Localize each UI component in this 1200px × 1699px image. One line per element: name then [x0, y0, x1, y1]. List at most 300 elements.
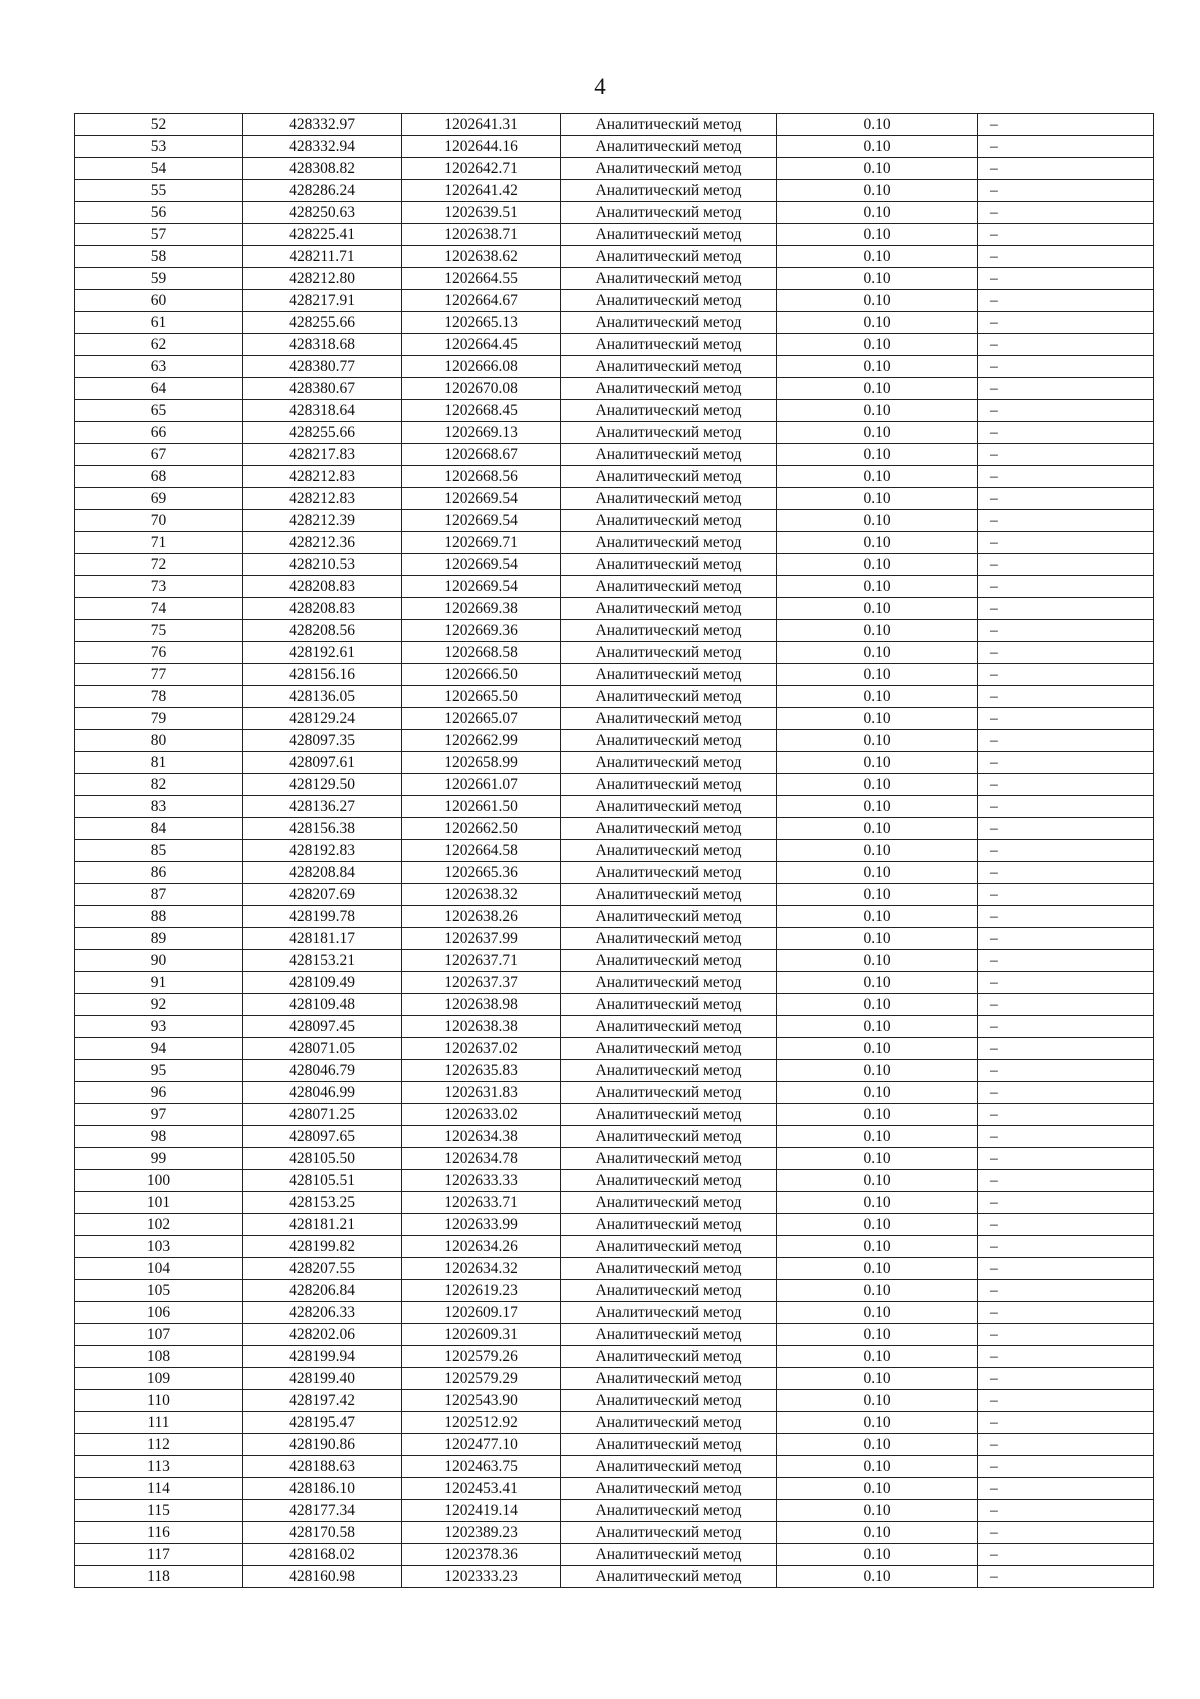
- table-row: [75, 840, 1154, 862]
- table-row: [75, 510, 1154, 532]
- point-number-cell: 82: [75, 774, 243, 796]
- y-coordinate-cell: 1202419.14: [402, 1500, 561, 1522]
- note-cell: –: [978, 1126, 1154, 1148]
- accuracy-cell: 0.10: [777, 532, 978, 554]
- point-number-cell: 55: [75, 180, 243, 202]
- y-coordinate-cell: 1202633.33: [402, 1170, 561, 1192]
- accuracy-cell: 0.10: [777, 950, 978, 972]
- accuracy-cell: 0.10: [777, 268, 978, 290]
- x-coordinate-cell: 428071.05: [243, 1038, 402, 1060]
- note-cell: –: [978, 1170, 1154, 1192]
- point-number-cell: 67: [75, 444, 243, 466]
- y-coordinate-cell: 1202633.71: [402, 1192, 561, 1214]
- x-coordinate-cell: 428202.06: [243, 1324, 402, 1346]
- note-cell: –: [978, 994, 1154, 1016]
- y-coordinate-cell: 1202658.99: [402, 752, 561, 774]
- table-row: [75, 1258, 1154, 1280]
- method-cell: Аналитический метод: [561, 246, 777, 268]
- note-cell: –: [978, 488, 1154, 510]
- method-cell: Аналитический метод: [561, 752, 777, 774]
- note-cell: –: [978, 532, 1154, 554]
- accuracy-cell: 0.10: [777, 488, 978, 510]
- accuracy-cell: 0.10: [777, 224, 978, 246]
- accuracy-cell: 0.10: [777, 158, 978, 180]
- coordinates-table-body: [75, 114, 1154, 1588]
- method-cell: Аналитический метод: [561, 378, 777, 400]
- table-row: [75, 488, 1154, 510]
- point-number-cell: 112: [75, 1434, 243, 1456]
- y-coordinate-cell: 1202631.83: [402, 1082, 561, 1104]
- method-cell: Аналитический метод: [561, 1038, 777, 1060]
- y-coordinate-cell: 1202664.45: [402, 334, 561, 356]
- method-cell: Аналитический метод: [561, 180, 777, 202]
- point-number-cell: 71: [75, 532, 243, 554]
- x-coordinate-cell: 428160.98: [243, 1566, 402, 1588]
- note-cell: –: [978, 1324, 1154, 1346]
- x-coordinate-cell: 428186.10: [243, 1478, 402, 1500]
- accuracy-cell: 0.10: [777, 356, 978, 378]
- point-number-cell: 113: [75, 1456, 243, 1478]
- y-coordinate-cell: 1202662.50: [402, 818, 561, 840]
- x-coordinate-cell: 428097.65: [243, 1126, 402, 1148]
- x-coordinate-cell: 428105.50: [243, 1148, 402, 1170]
- method-cell: Аналитический метод: [561, 708, 777, 730]
- table-row: [75, 1544, 1154, 1566]
- table-row: [75, 1082, 1154, 1104]
- accuracy-cell: 0.10: [777, 796, 978, 818]
- method-cell: Аналитический метод: [561, 1104, 777, 1126]
- y-coordinate-cell: 1202670.08: [402, 378, 561, 400]
- note-cell: –: [978, 290, 1154, 312]
- method-cell: Аналитический метод: [561, 1280, 777, 1302]
- x-coordinate-cell: 428046.79: [243, 1060, 402, 1082]
- accuracy-cell: 0.10: [777, 1566, 978, 1588]
- x-coordinate-cell: 428250.63: [243, 202, 402, 224]
- note-cell: –: [978, 466, 1154, 488]
- x-coordinate-cell: 428212.80: [243, 268, 402, 290]
- x-coordinate-cell: 428286.24: [243, 180, 402, 202]
- table-row: [75, 1192, 1154, 1214]
- x-coordinate-cell: 428197.42: [243, 1390, 402, 1412]
- accuracy-cell: 0.10: [777, 1324, 978, 1346]
- note-cell: –: [978, 1258, 1154, 1280]
- y-coordinate-cell: 1202668.67: [402, 444, 561, 466]
- note-cell: –: [978, 224, 1154, 246]
- method-cell: Аналитический метод: [561, 774, 777, 796]
- table-row: [75, 620, 1154, 642]
- point-number-cell: 107: [75, 1324, 243, 1346]
- point-number-cell: 117: [75, 1544, 243, 1566]
- x-coordinate-cell: 428136.27: [243, 796, 402, 818]
- accuracy-cell: 0.10: [777, 1148, 978, 1170]
- method-cell: Аналитический метод: [561, 1258, 777, 1280]
- x-coordinate-cell: 428208.84: [243, 862, 402, 884]
- point-number-cell: 98: [75, 1126, 243, 1148]
- point-number-cell: 118: [75, 1566, 243, 1588]
- x-coordinate-cell: 428208.83: [243, 598, 402, 620]
- point-number-cell: 90: [75, 950, 243, 972]
- y-coordinate-cell: 1202641.31: [402, 114, 561, 136]
- note-cell: –: [978, 1302, 1154, 1324]
- note-cell: –: [978, 378, 1154, 400]
- table-row: [75, 774, 1154, 796]
- note-cell: –: [978, 928, 1154, 950]
- x-coordinate-cell: 428192.83: [243, 840, 402, 862]
- table-row: [75, 1324, 1154, 1346]
- method-cell: Аналитический метод: [561, 1170, 777, 1192]
- table-row: [75, 312, 1154, 334]
- method-cell: Аналитический метод: [561, 158, 777, 180]
- accuracy-cell: 0.10: [777, 312, 978, 334]
- accuracy-cell: 0.10: [777, 818, 978, 840]
- accuracy-cell: 0.10: [777, 290, 978, 312]
- point-number-cell: 111: [75, 1412, 243, 1434]
- point-number-cell: 59: [75, 268, 243, 290]
- method-cell: Аналитический метод: [561, 928, 777, 950]
- method-cell: Аналитический метод: [561, 356, 777, 378]
- table-row: [75, 972, 1154, 994]
- x-coordinate-cell: 428188.63: [243, 1456, 402, 1478]
- x-coordinate-cell: 428318.68: [243, 334, 402, 356]
- x-coordinate-cell: 428199.82: [243, 1236, 402, 1258]
- table-row: [75, 598, 1154, 620]
- y-coordinate-cell: 1202638.38: [402, 1016, 561, 1038]
- method-cell: Аналитический метод: [561, 290, 777, 312]
- method-cell: Аналитический метод: [561, 1500, 777, 1522]
- table-row: [75, 378, 1154, 400]
- accuracy-cell: 0.10: [777, 554, 978, 576]
- note-cell: –: [978, 510, 1154, 532]
- table-row: [75, 158, 1154, 180]
- x-coordinate-cell: 428211.71: [243, 246, 402, 268]
- accuracy-cell: 0.10: [777, 1038, 978, 1060]
- table-row: [75, 290, 1154, 312]
- note-cell: –: [978, 114, 1154, 136]
- method-cell: Аналитический метод: [561, 1390, 777, 1412]
- y-coordinate-cell: 1202669.13: [402, 422, 561, 444]
- table-row: [75, 1148, 1154, 1170]
- x-coordinate-cell: 428207.55: [243, 1258, 402, 1280]
- accuracy-cell: 0.10: [777, 664, 978, 686]
- table-row: [75, 1412, 1154, 1434]
- method-cell: Аналитический метод: [561, 1148, 777, 1170]
- note-cell: –: [978, 1280, 1154, 1302]
- method-cell: Аналитический метод: [561, 664, 777, 686]
- point-number-cell: 109: [75, 1368, 243, 1390]
- x-coordinate-cell: 428181.17: [243, 928, 402, 950]
- point-number-cell: 97: [75, 1104, 243, 1126]
- point-number-cell: 66: [75, 422, 243, 444]
- point-number-cell: 79: [75, 708, 243, 730]
- accuracy-cell: 0.10: [777, 136, 978, 158]
- y-coordinate-cell: 1202641.42: [402, 180, 561, 202]
- y-coordinate-cell: 1202664.55: [402, 268, 561, 290]
- x-coordinate-cell: 428153.21: [243, 950, 402, 972]
- accuracy-cell: 0.10: [777, 840, 978, 862]
- table-row: [75, 884, 1154, 906]
- method-cell: Аналитический метод: [561, 1544, 777, 1566]
- method-cell: Аналитический метод: [561, 1082, 777, 1104]
- y-coordinate-cell: 1202389.23: [402, 1522, 561, 1544]
- accuracy-cell: 0.10: [777, 1390, 978, 1412]
- note-cell: –: [978, 1236, 1154, 1258]
- accuracy-cell: 0.10: [777, 1214, 978, 1236]
- accuracy-cell: 0.10: [777, 1104, 978, 1126]
- x-coordinate-cell: 428177.34: [243, 1500, 402, 1522]
- y-coordinate-cell: 1202619.23: [402, 1280, 561, 1302]
- y-coordinate-cell: 1202579.26: [402, 1346, 561, 1368]
- note-cell: –: [978, 422, 1154, 444]
- table-row: [75, 180, 1154, 202]
- note-cell: –: [978, 620, 1154, 642]
- note-cell: –: [978, 334, 1154, 356]
- point-number-cell: 106: [75, 1302, 243, 1324]
- point-number-cell: 85: [75, 840, 243, 862]
- point-number-cell: 63: [75, 356, 243, 378]
- note-cell: –: [978, 884, 1154, 906]
- point-number-cell: 96: [75, 1082, 243, 1104]
- x-coordinate-cell: 428156.38: [243, 818, 402, 840]
- method-cell: Аналитический метод: [561, 1126, 777, 1148]
- y-coordinate-cell: 1202333.23: [402, 1566, 561, 1588]
- accuracy-cell: 0.10: [777, 1236, 978, 1258]
- method-cell: Аналитический метод: [561, 1368, 777, 1390]
- x-coordinate-cell: 428217.91: [243, 290, 402, 312]
- note-cell: –: [978, 1148, 1154, 1170]
- point-number-cell: 93: [75, 1016, 243, 1038]
- note-cell: –: [978, 818, 1154, 840]
- x-coordinate-cell: 428208.56: [243, 620, 402, 642]
- method-cell: Аналитический метод: [561, 972, 777, 994]
- table-row: [75, 906, 1154, 928]
- note-cell: –: [978, 246, 1154, 268]
- y-coordinate-cell: 1202463.75: [402, 1456, 561, 1478]
- x-coordinate-cell: 428109.48: [243, 994, 402, 1016]
- note-cell: –: [978, 1412, 1154, 1434]
- x-coordinate-cell: 428212.39: [243, 510, 402, 532]
- accuracy-cell: 0.10: [777, 686, 978, 708]
- method-cell: Аналитический метод: [561, 554, 777, 576]
- method-cell: Аналитический метод: [561, 906, 777, 928]
- point-number-cell: 74: [75, 598, 243, 620]
- y-coordinate-cell: 1202665.07: [402, 708, 561, 730]
- method-cell: Аналитический метод: [561, 400, 777, 422]
- accuracy-cell: 0.10: [777, 1434, 978, 1456]
- table-row: [75, 642, 1154, 664]
- accuracy-cell: 0.10: [777, 752, 978, 774]
- point-number-cell: 78: [75, 686, 243, 708]
- y-coordinate-cell: 1202637.99: [402, 928, 561, 950]
- point-number-cell: 89: [75, 928, 243, 950]
- x-coordinate-cell: 428332.97: [243, 114, 402, 136]
- method-cell: Аналитический метод: [561, 1016, 777, 1038]
- x-coordinate-cell: 428199.40: [243, 1368, 402, 1390]
- table-row: [75, 1126, 1154, 1148]
- note-cell: –: [978, 1082, 1154, 1104]
- method-cell: Аналитический метод: [561, 840, 777, 862]
- note-cell: –: [978, 840, 1154, 862]
- accuracy-cell: 0.10: [777, 180, 978, 202]
- table-row: [75, 1390, 1154, 1412]
- accuracy-cell: 0.10: [777, 928, 978, 950]
- method-cell: Аналитический метод: [561, 1324, 777, 1346]
- y-coordinate-cell: 1202669.38: [402, 598, 561, 620]
- accuracy-cell: 0.10: [777, 1016, 978, 1038]
- note-cell: –: [978, 642, 1154, 664]
- method-cell: Аналитический метод: [561, 268, 777, 290]
- point-number-cell: 61: [75, 312, 243, 334]
- point-number-cell: 114: [75, 1478, 243, 1500]
- table-row: [75, 796, 1154, 818]
- accuracy-cell: 0.10: [777, 906, 978, 928]
- point-number-cell: 57: [75, 224, 243, 246]
- y-coordinate-cell: 1202453.41: [402, 1478, 561, 1500]
- accuracy-cell: 0.10: [777, 862, 978, 884]
- y-coordinate-cell: 1202634.32: [402, 1258, 561, 1280]
- method-cell: Аналитический метод: [561, 576, 777, 598]
- y-coordinate-cell: 1202637.71: [402, 950, 561, 972]
- y-coordinate-cell: 1202666.50: [402, 664, 561, 686]
- note-cell: –: [978, 312, 1154, 334]
- note-cell: –: [978, 400, 1154, 422]
- table-row: [75, 532, 1154, 554]
- accuracy-cell: 0.10: [777, 466, 978, 488]
- x-coordinate-cell: 428190.86: [243, 1434, 402, 1456]
- x-coordinate-cell: 428199.78: [243, 906, 402, 928]
- x-coordinate-cell: 428255.66: [243, 422, 402, 444]
- method-cell: Аналитический метод: [561, 620, 777, 642]
- accuracy-cell: 0.10: [777, 576, 978, 598]
- accuracy-cell: 0.10: [777, 1346, 978, 1368]
- x-coordinate-cell: 428217.83: [243, 444, 402, 466]
- point-number-cell: 104: [75, 1258, 243, 1280]
- point-number-cell: 86: [75, 862, 243, 884]
- note-cell: –: [978, 708, 1154, 730]
- method-cell: Аналитический метод: [561, 1456, 777, 1478]
- method-cell: Аналитический метод: [561, 1192, 777, 1214]
- note-cell: –: [978, 1038, 1154, 1060]
- note-cell: –: [978, 1478, 1154, 1500]
- table-row: [75, 1302, 1154, 1324]
- table-row: [75, 1170, 1154, 1192]
- x-coordinate-cell: 428129.50: [243, 774, 402, 796]
- y-coordinate-cell: 1202669.54: [402, 576, 561, 598]
- table-row: [75, 994, 1154, 1016]
- x-coordinate-cell: 428136.05: [243, 686, 402, 708]
- method-cell: Аналитический метод: [561, 1522, 777, 1544]
- note-cell: –: [978, 1346, 1154, 1368]
- note-cell: –: [978, 158, 1154, 180]
- note-cell: –: [978, 1368, 1154, 1390]
- table-row: [75, 1236, 1154, 1258]
- point-number-cell: 116: [75, 1522, 243, 1544]
- method-cell: Аналитический метод: [561, 312, 777, 334]
- point-number-cell: 95: [75, 1060, 243, 1082]
- note-cell: –: [978, 972, 1154, 994]
- accuracy-cell: 0.10: [777, 884, 978, 906]
- y-coordinate-cell: 1202633.99: [402, 1214, 561, 1236]
- accuracy-cell: 0.10: [777, 1082, 978, 1104]
- x-coordinate-cell: 428105.51: [243, 1170, 402, 1192]
- table-row: [75, 1346, 1154, 1368]
- point-number-cell: 115: [75, 1500, 243, 1522]
- note-cell: –: [978, 356, 1154, 378]
- note-cell: –: [978, 1456, 1154, 1478]
- point-number-cell: 80: [75, 730, 243, 752]
- method-cell: Аналитический метод: [561, 598, 777, 620]
- method-cell: Аналитический метод: [561, 1236, 777, 1258]
- accuracy-cell: 0.10: [777, 774, 978, 796]
- y-coordinate-cell: 1202609.31: [402, 1324, 561, 1346]
- accuracy-cell: 0.10: [777, 994, 978, 1016]
- y-coordinate-cell: 1202669.54: [402, 510, 561, 532]
- note-cell: –: [978, 862, 1154, 884]
- accuracy-cell: 0.10: [777, 1126, 978, 1148]
- y-coordinate-cell: 1202634.78: [402, 1148, 561, 1170]
- y-coordinate-cell: 1202638.62: [402, 246, 561, 268]
- table-row: [75, 1104, 1154, 1126]
- accuracy-cell: 0.10: [777, 1412, 978, 1434]
- y-coordinate-cell: 1202638.32: [402, 884, 561, 906]
- x-coordinate-cell: 428097.61: [243, 752, 402, 774]
- table-row: [75, 1478, 1154, 1500]
- method-cell: Аналитический метод: [561, 444, 777, 466]
- x-coordinate-cell: 428206.84: [243, 1280, 402, 1302]
- y-coordinate-cell: 1202579.29: [402, 1368, 561, 1390]
- table-row: [75, 1368, 1154, 1390]
- x-coordinate-cell: 428212.83: [243, 466, 402, 488]
- method-cell: Аналитический метод: [561, 1214, 777, 1236]
- note-cell: –: [978, 136, 1154, 158]
- note-cell: –: [978, 1544, 1154, 1566]
- method-cell: Аналитический метод: [561, 334, 777, 356]
- y-coordinate-cell: 1202668.56: [402, 466, 561, 488]
- x-coordinate-cell: 428192.61: [243, 642, 402, 664]
- point-number-cell: 83: [75, 796, 243, 818]
- accuracy-cell: 0.10: [777, 1478, 978, 1500]
- accuracy-cell: 0.10: [777, 1368, 978, 1390]
- x-coordinate-cell: 428156.16: [243, 664, 402, 686]
- method-cell: Аналитический метод: [561, 136, 777, 158]
- y-coordinate-cell: 1202666.08: [402, 356, 561, 378]
- point-number-cell: 88: [75, 906, 243, 928]
- table-row: [75, 224, 1154, 246]
- y-coordinate-cell: 1202662.99: [402, 730, 561, 752]
- note-cell: –: [978, 576, 1154, 598]
- y-coordinate-cell: 1202665.36: [402, 862, 561, 884]
- point-number-cell: 92: [75, 994, 243, 1016]
- point-number-cell: 68: [75, 466, 243, 488]
- accuracy-cell: 0.10: [777, 202, 978, 224]
- point-number-cell: 81: [75, 752, 243, 774]
- table-row: [75, 1566, 1154, 1588]
- accuracy-cell: 0.10: [777, 510, 978, 532]
- x-coordinate-cell: 428332.94: [243, 136, 402, 158]
- point-number-cell: 91: [75, 972, 243, 994]
- y-coordinate-cell: 1202639.51: [402, 202, 561, 224]
- accuracy-cell: 0.10: [777, 730, 978, 752]
- accuracy-cell: 0.10: [777, 1280, 978, 1302]
- table-row: [75, 422, 1154, 444]
- accuracy-cell: 0.10: [777, 1170, 978, 1192]
- note-cell: –: [978, 1566, 1154, 1588]
- accuracy-cell: 0.10: [777, 334, 978, 356]
- method-cell: Аналитический метод: [561, 730, 777, 752]
- x-coordinate-cell: 428195.47: [243, 1412, 402, 1434]
- point-number-cell: 110: [75, 1390, 243, 1412]
- note-cell: –: [978, 1060, 1154, 1082]
- accuracy-cell: 0.10: [777, 972, 978, 994]
